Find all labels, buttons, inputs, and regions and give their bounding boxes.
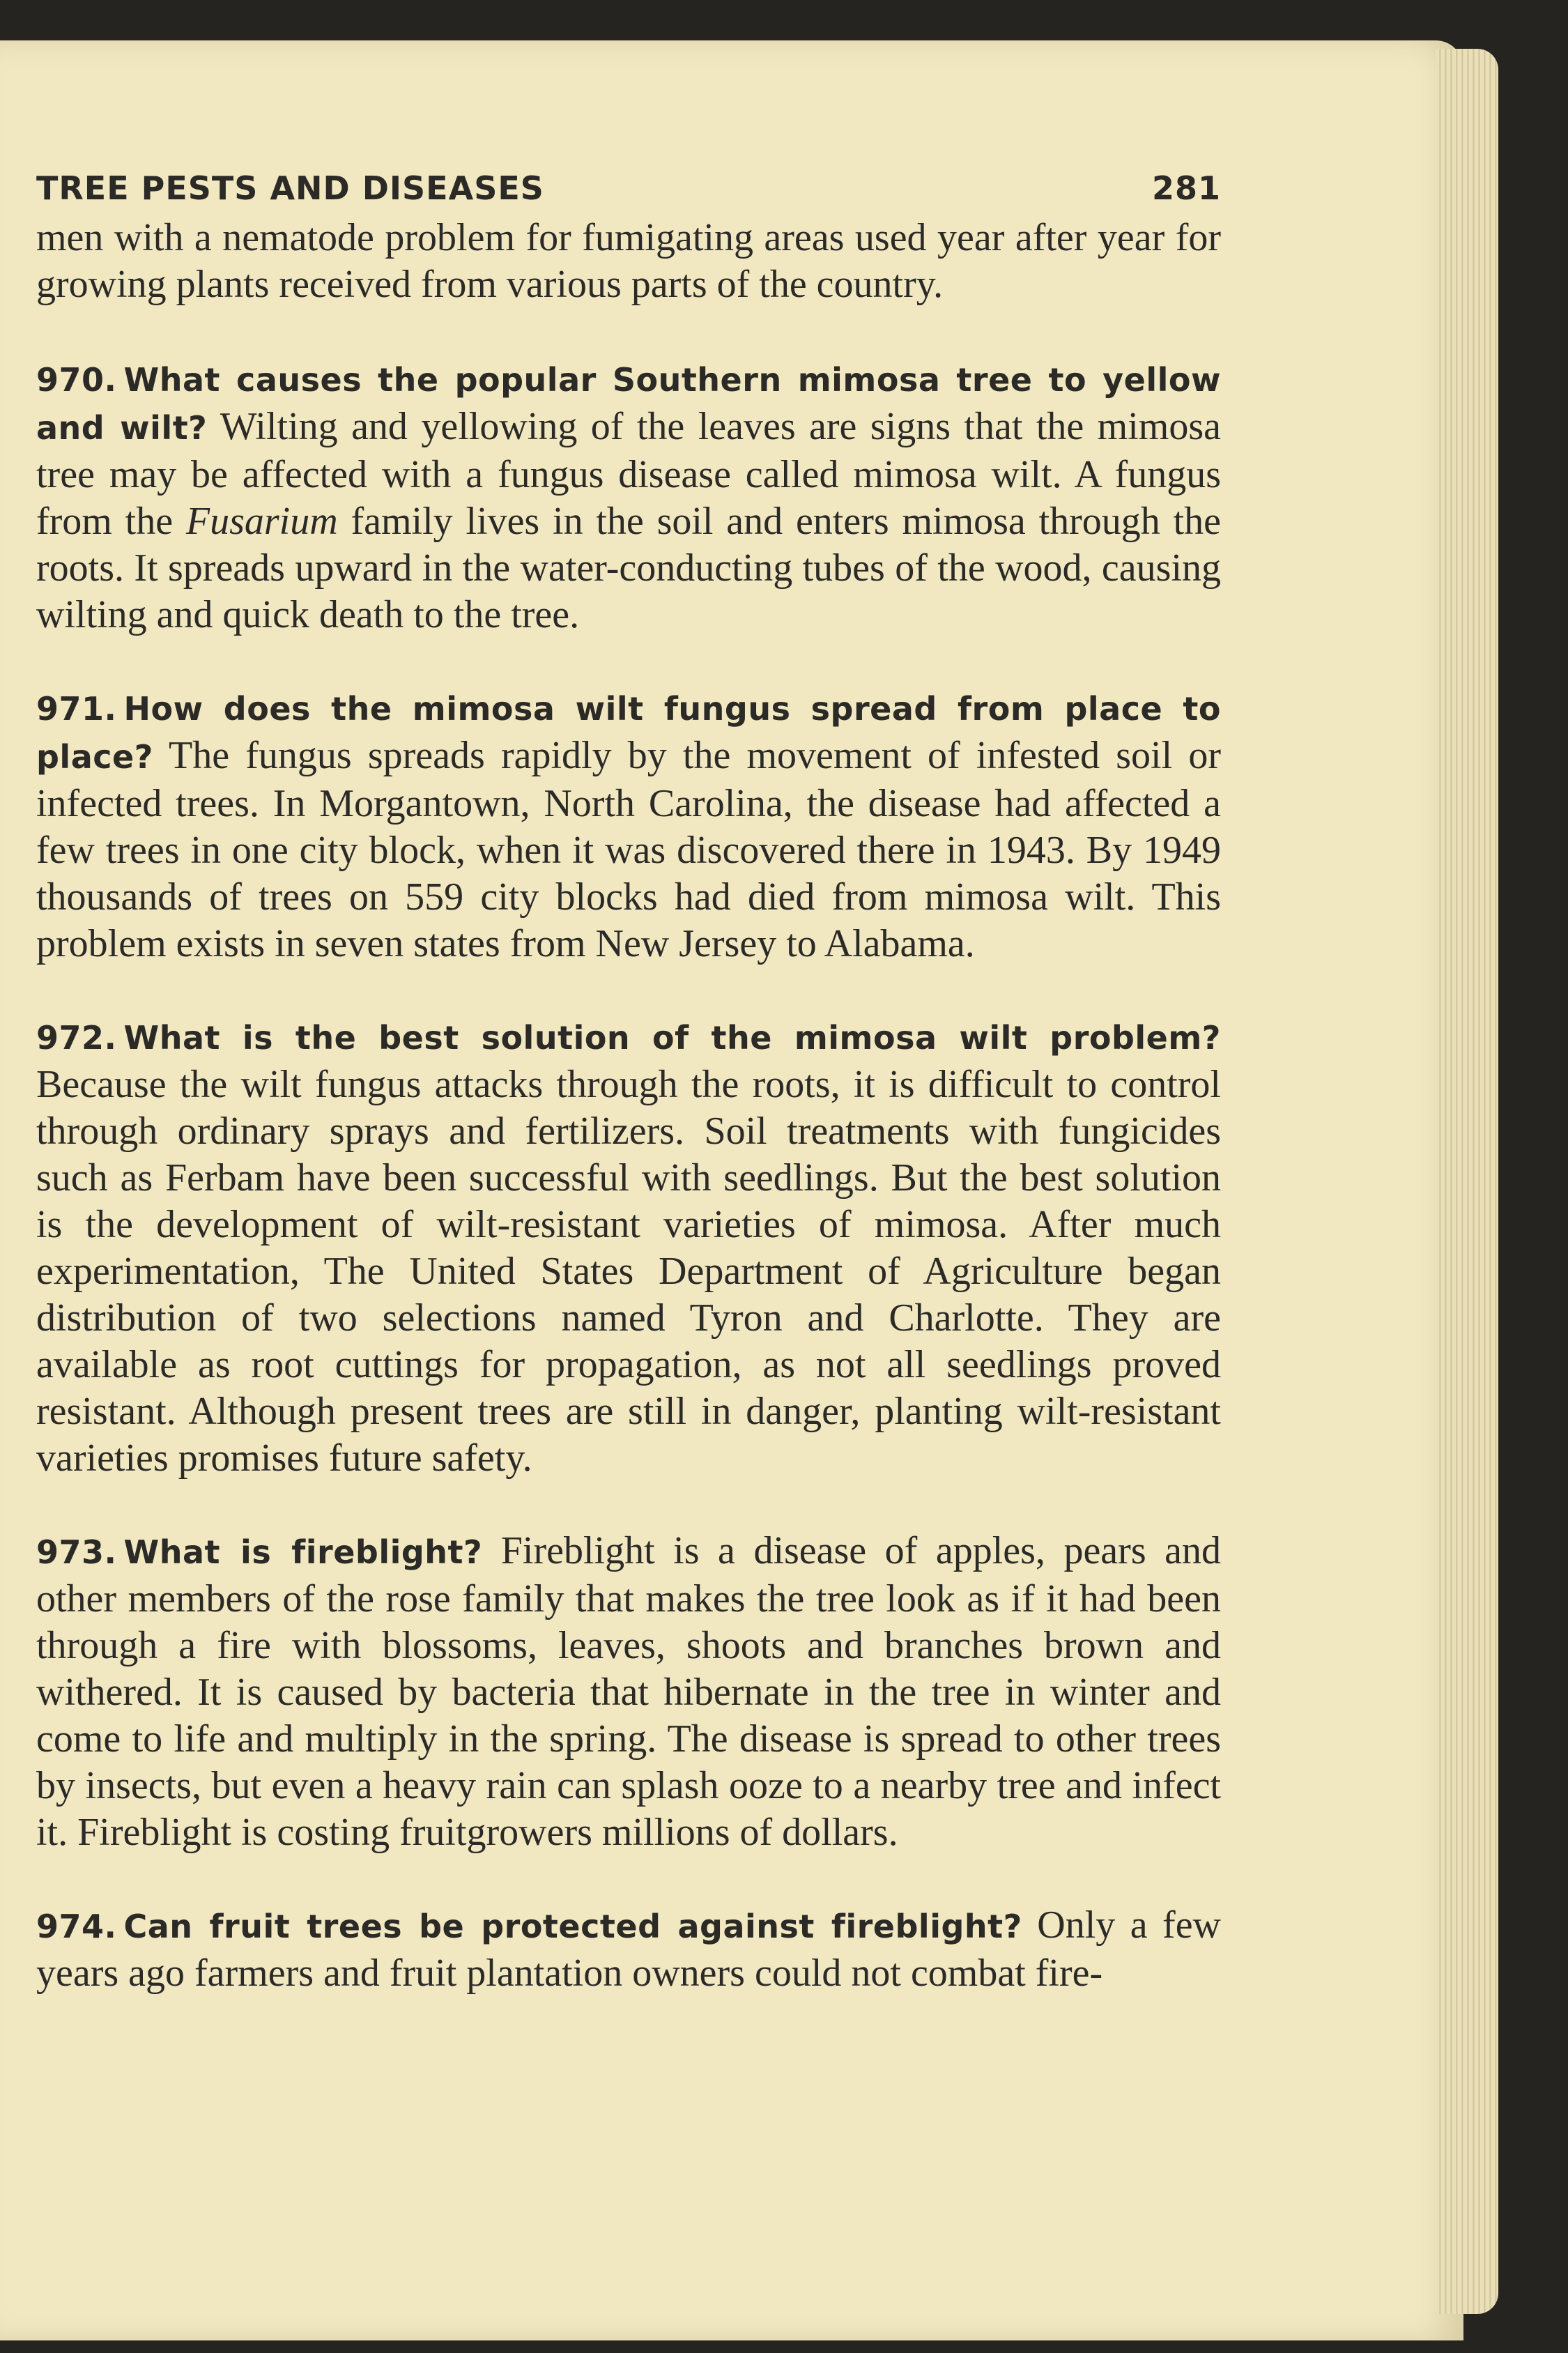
question-text: Can fruit trees be protected against fireblight? xyxy=(123,1908,1022,1945)
answer-text: Fireblight is a disease of apples, pears and other members of the rose family that makes the tree look as if it had been through a fire with blossoms, leaves, shoots and branches brown and withered. It is caused by bacteria that hibernate in the tree in winter and come to life and multiply in the spring. The disease is spread to other trees by insects, but even a heavy rain can splash ooze to a nearby tree and infect it. Fireblight is costing fruitgrowers millions of dollars. xyxy=(36,1529,1221,1854)
question xyxy=(36,1908,1022,1945)
answer-text: Wilting and yellowing of the leaves are signs that the mimosa tree may be affected with a fungus disease called mimosa wilt. A fungus from the xyxy=(36,405,1221,543)
running-head xyxy=(36,167,1221,209)
answer-text: family lives in the soil and enters mimosa through the roots. It spreads upward in the water-conducting tubes of the wood, causing wilting and quick death to the tree. xyxy=(36,500,1221,636)
answer-text: Only a few years ago farmers and fruit plantation owners could not combat fire- xyxy=(36,1903,1221,1995)
question-number: 972. xyxy=(36,1019,117,1057)
question-number: 973. xyxy=(36,1533,117,1571)
question xyxy=(36,1019,1221,1057)
page-edges xyxy=(1436,49,1498,2314)
qa-paragraph xyxy=(36,1013,1221,1482)
answer-text: The fungus spreads rapidly by the movement of infested soil or infected trees. In Morgantown, North Carolina, the disease had affected a few trees in one city block, when it was discovered there in 1943. By 1949 thousands of trees on 559 city blocks had died from mimosa wilt. This problem exists in seven states from New Jersey to Alabama. xyxy=(36,734,1221,965)
running-head-title: TREE PESTS AND DISEASES xyxy=(36,169,544,207)
page-number: 281 xyxy=(1151,169,1221,207)
qa-paragraph xyxy=(36,1902,1221,1997)
question-number: 974. xyxy=(36,1908,117,1945)
qa-paragraph xyxy=(36,684,1221,967)
page-content xyxy=(36,167,1221,2043)
continuation-paragraph: men with a nematode problem for fumigating areas used year after year for growing plants received from various parts of the country. xyxy=(36,216,1221,306)
answer-text: Because the wilt fungus attacks through the roots, it is difficult to control through ordinary sprays and fertilizers. Soil treatments with fungicides such as Ferbam have been successful with seedlings. But the best solution is the development of wilt-resistant varieties of mimosa. After much experimentation, The United States Department of Agriculture began distribution of two selections named Tyron and Charlotte. They are available as root cuttings for propagation, as not all seedlings proved resistant. Although present trees are still in danger, planting wilt-resistant varieties promises future safety. xyxy=(36,1063,1221,1480)
qa-paragraph xyxy=(36,355,1221,638)
question-text: How does the mimosa wilt fungus spread from place to place? xyxy=(36,690,1221,776)
question-number: 970. xyxy=(36,361,117,399)
answer-italic: Fusarium xyxy=(185,500,338,543)
question-text: What is fireblight? xyxy=(123,1533,483,1571)
question-text: What is the best solution of the mimosa wilt problem? xyxy=(123,1019,1221,1057)
question xyxy=(36,1533,482,1571)
qa-paragraph xyxy=(36,1528,1221,1856)
question-number: 971. xyxy=(36,690,117,728)
question-text: What causes the popular Southern mimosa tree to yellow and wilt? xyxy=(36,361,1221,447)
